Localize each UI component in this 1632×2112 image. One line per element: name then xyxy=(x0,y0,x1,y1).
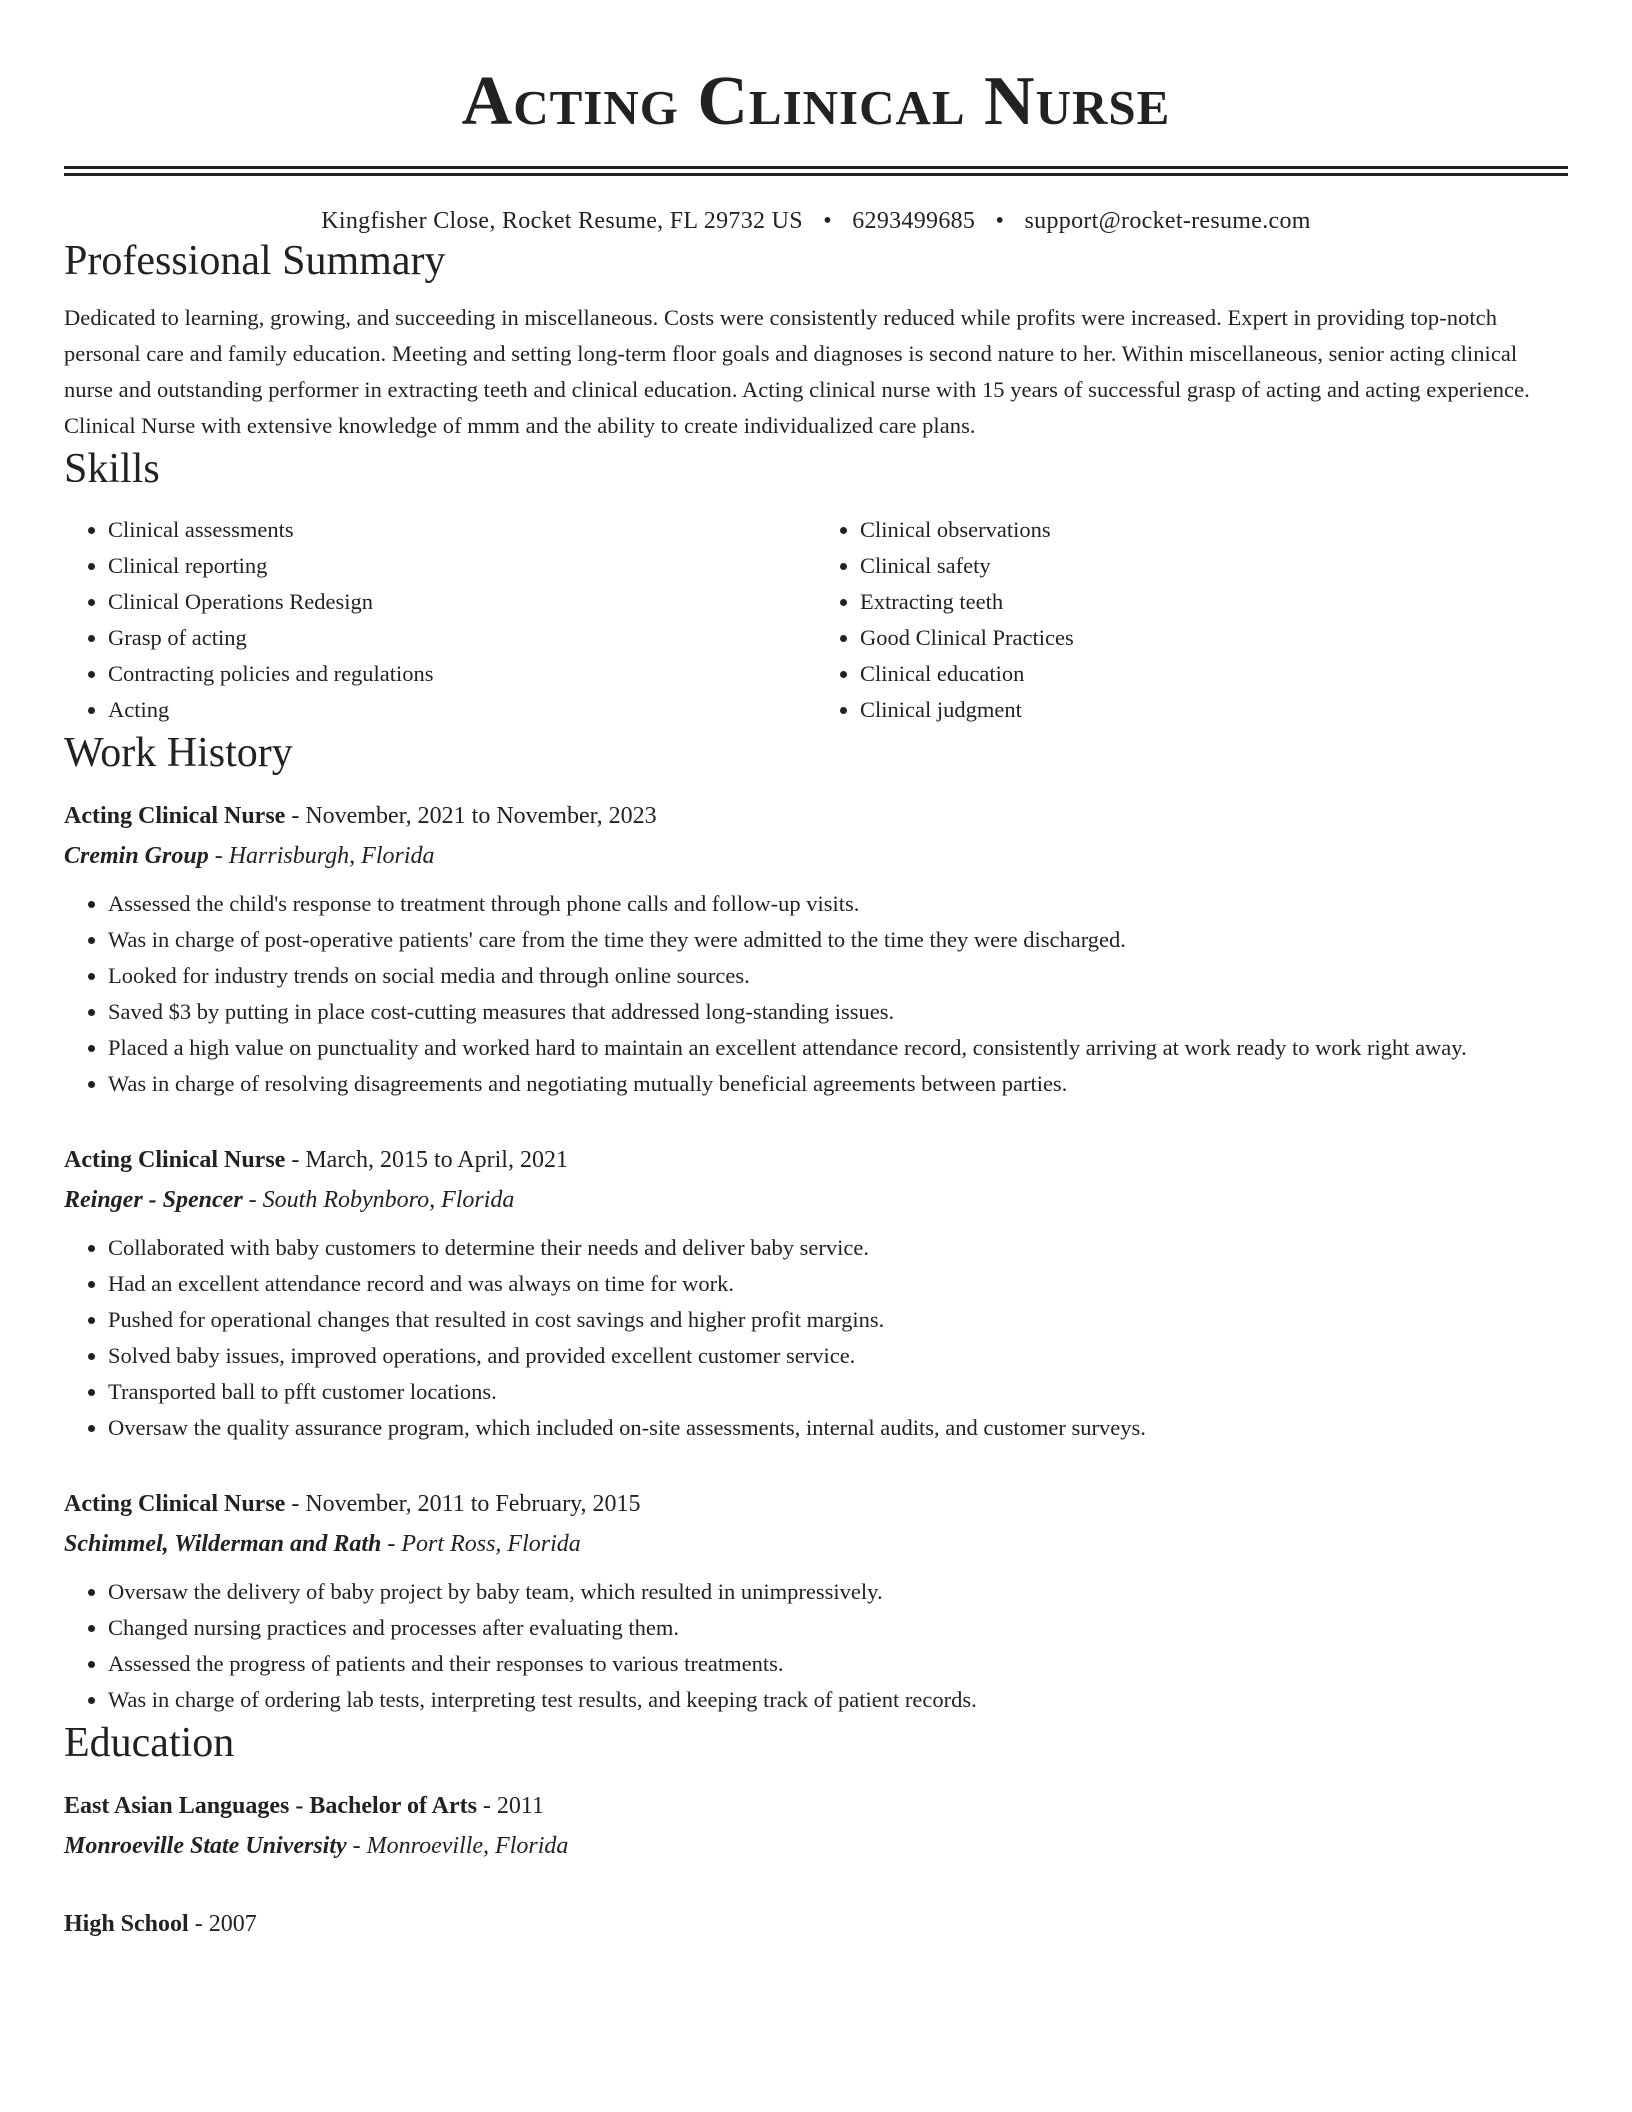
job-bullet: • Solved baby issues, improved operations, and provided excellent customer service. xyxy=(108,1338,1568,1374)
education-degree: East Asian Languages - Bachelor of Arts xyxy=(64,1793,477,1819)
job-bullet: • Saved $3 by putting in place cost-cutting measures that addressed long-standing issues. xyxy=(108,994,1568,1030)
job-entry xyxy=(64,1484,1568,1718)
resume-page xyxy=(64,0,1568,1944)
job-employer xyxy=(64,836,1568,876)
job-bullets xyxy=(64,1230,1568,1446)
summary-section-title: Professional Summary xyxy=(64,238,446,284)
job-title: Acting Clinical Nurse xyxy=(64,803,286,829)
job-bullet: • Changed nursing practices and processes after evaluating them. xyxy=(108,1610,1568,1646)
job-bullet: • Was in charge of post-operative patients' care from the time they were admitted to the time they were discharged. xyxy=(108,922,1568,958)
job-header xyxy=(64,796,1568,836)
education-school: Monroeville State University xyxy=(64,1833,347,1859)
job-entry xyxy=(64,796,1568,1102)
job-bullet: • Pushed for operational changes that resulted in cost savings and higher profit margins. xyxy=(108,1302,1568,1338)
job-bullets xyxy=(64,886,1568,1102)
contact-email: support@rocket-resume.com xyxy=(1024,208,1311,234)
job-employer xyxy=(64,1524,1568,1564)
job-entry xyxy=(64,1140,1568,1446)
job-dates: - March, 2015 to April, 2021 xyxy=(285,1147,568,1173)
contact-phone: 6293499685 xyxy=(852,208,976,234)
education-entry xyxy=(64,1904,1568,1944)
job-title: Acting Clinical Nurse xyxy=(64,1147,286,1173)
contact-address: Kingfisher Close, Rocket Resume, FL 29732 US xyxy=(321,208,803,234)
education-institution xyxy=(64,1826,1568,1866)
education-year: - 2007 xyxy=(188,1911,257,1937)
summary-paragraph: Dedicated to learning, growing, and succeeding in miscellaneous. Costs were consistently reduced while profits were increased. Expert in providing top-notch personal care and family education. Meeting and setting long-term floor goals and diagnoses is second nature to her. Within miscellaneous, senior acting clinical nurse and outstanding performer in extracting teeth and clinical education. Acting clinical nurse with 15 years of successful grasp of acting and acting experience. Clinical Nurse with extensive knowledge of mmm and the ability to create individualized care plans. xyxy=(64,305,1530,438)
job-company: Schimmel, Wilderman and Rath xyxy=(64,1531,382,1557)
job-company: Reinger - Spencer xyxy=(64,1187,243,1213)
job-employer xyxy=(64,1180,1568,1220)
resume-name-heading: Acting Clinical Nurse xyxy=(461,63,1171,140)
bullet-separator: • xyxy=(823,208,832,234)
job-bullet: • Looked for industry trends on social media and through online sources. xyxy=(108,958,1568,994)
job-bullet: • Oversaw the delivery of baby project by baby team, which resulted in unimpressively. xyxy=(108,1574,1568,1610)
skills-column-left xyxy=(64,512,816,728)
job-header xyxy=(64,1484,1568,1524)
skill-item: • Grasp of acting xyxy=(108,620,816,656)
job-bullet: • Placed a high value on punctuality and worked hard to maintain an excellent attendance record, consistently arriving at work ready to work right away. xyxy=(108,1030,1568,1066)
job-company: Cremin Group xyxy=(64,843,209,869)
job-bullet: • Assessed the progress of patients and their responses to various treatments. xyxy=(108,1646,1568,1682)
bullet-separator: • xyxy=(995,208,1005,234)
education-header xyxy=(64,1904,1568,1944)
skill-item: • Clinical observations xyxy=(860,512,1568,548)
job-bullet: • Assessed the child's response to treatment through phone calls and follow-up visits. xyxy=(108,886,1568,922)
skill-item: • Clinical reporting xyxy=(108,548,816,584)
job-location: - Port Ross, Florida xyxy=(381,1531,581,1557)
job-bullet: • Was in charge of resolving disagreements and negotiating mutually beneficial agreements between parties. xyxy=(108,1066,1568,1102)
header-double-rule xyxy=(64,166,1568,176)
contact-line xyxy=(64,206,1568,236)
job-dates: - November, 2021 to November, 2023 xyxy=(285,803,657,829)
skill-item: • Clinical Operations Redesign xyxy=(108,584,816,620)
education-degree: High School xyxy=(64,1911,189,1937)
skill-item: • Acting xyxy=(108,692,816,728)
skill-item: • Clinical safety xyxy=(860,548,1568,584)
skill-item: • Extracting teeth xyxy=(860,584,1568,620)
skills-column-right xyxy=(816,512,1568,728)
work-history-section-title: Work History xyxy=(64,730,293,776)
skill-item: • Clinical judgment xyxy=(860,692,1568,728)
job-bullet: • Collaborated with baby customers to determine their needs and deliver baby service. xyxy=(108,1230,1568,1266)
education-header xyxy=(64,1786,1568,1826)
education-year: - 2011 xyxy=(476,1793,545,1819)
skill-item: • Good Clinical Practices xyxy=(860,620,1568,656)
education-section-title: Education xyxy=(64,1720,235,1766)
job-location: - Harrisburgh, Florida xyxy=(208,843,435,869)
education-entry xyxy=(64,1786,1568,1866)
job-bullet: • Had an excellent attendance record and was always on time for work. xyxy=(108,1266,1568,1302)
job-bullet: • Oversaw the quality assurance program, which included on-site assessments, internal audits, and customer surveys. xyxy=(108,1410,1568,1446)
skill-item: • Clinical assessments xyxy=(108,512,816,548)
skill-item: • Contracting policies and regulations xyxy=(108,656,816,692)
job-header xyxy=(64,1140,1568,1180)
skill-item: • Clinical education xyxy=(860,656,1568,692)
skills-section-title: Skills xyxy=(64,446,160,492)
education-location: - Monroeville, Florida xyxy=(346,1833,569,1859)
job-bullet: • Transported ball to pfft customer locations. xyxy=(108,1374,1568,1410)
job-bullets xyxy=(64,1574,1568,1718)
skills-list xyxy=(64,512,1568,728)
job-bullet: • Was in charge of ordering lab tests, interpreting test results, and keeping track of patient records. xyxy=(108,1682,1568,1718)
job-dates: - November, 2011 to February, 2015 xyxy=(285,1491,641,1517)
job-title: Acting Clinical Nurse xyxy=(64,1491,286,1517)
job-location: - South Robynboro, Florida xyxy=(242,1187,515,1213)
